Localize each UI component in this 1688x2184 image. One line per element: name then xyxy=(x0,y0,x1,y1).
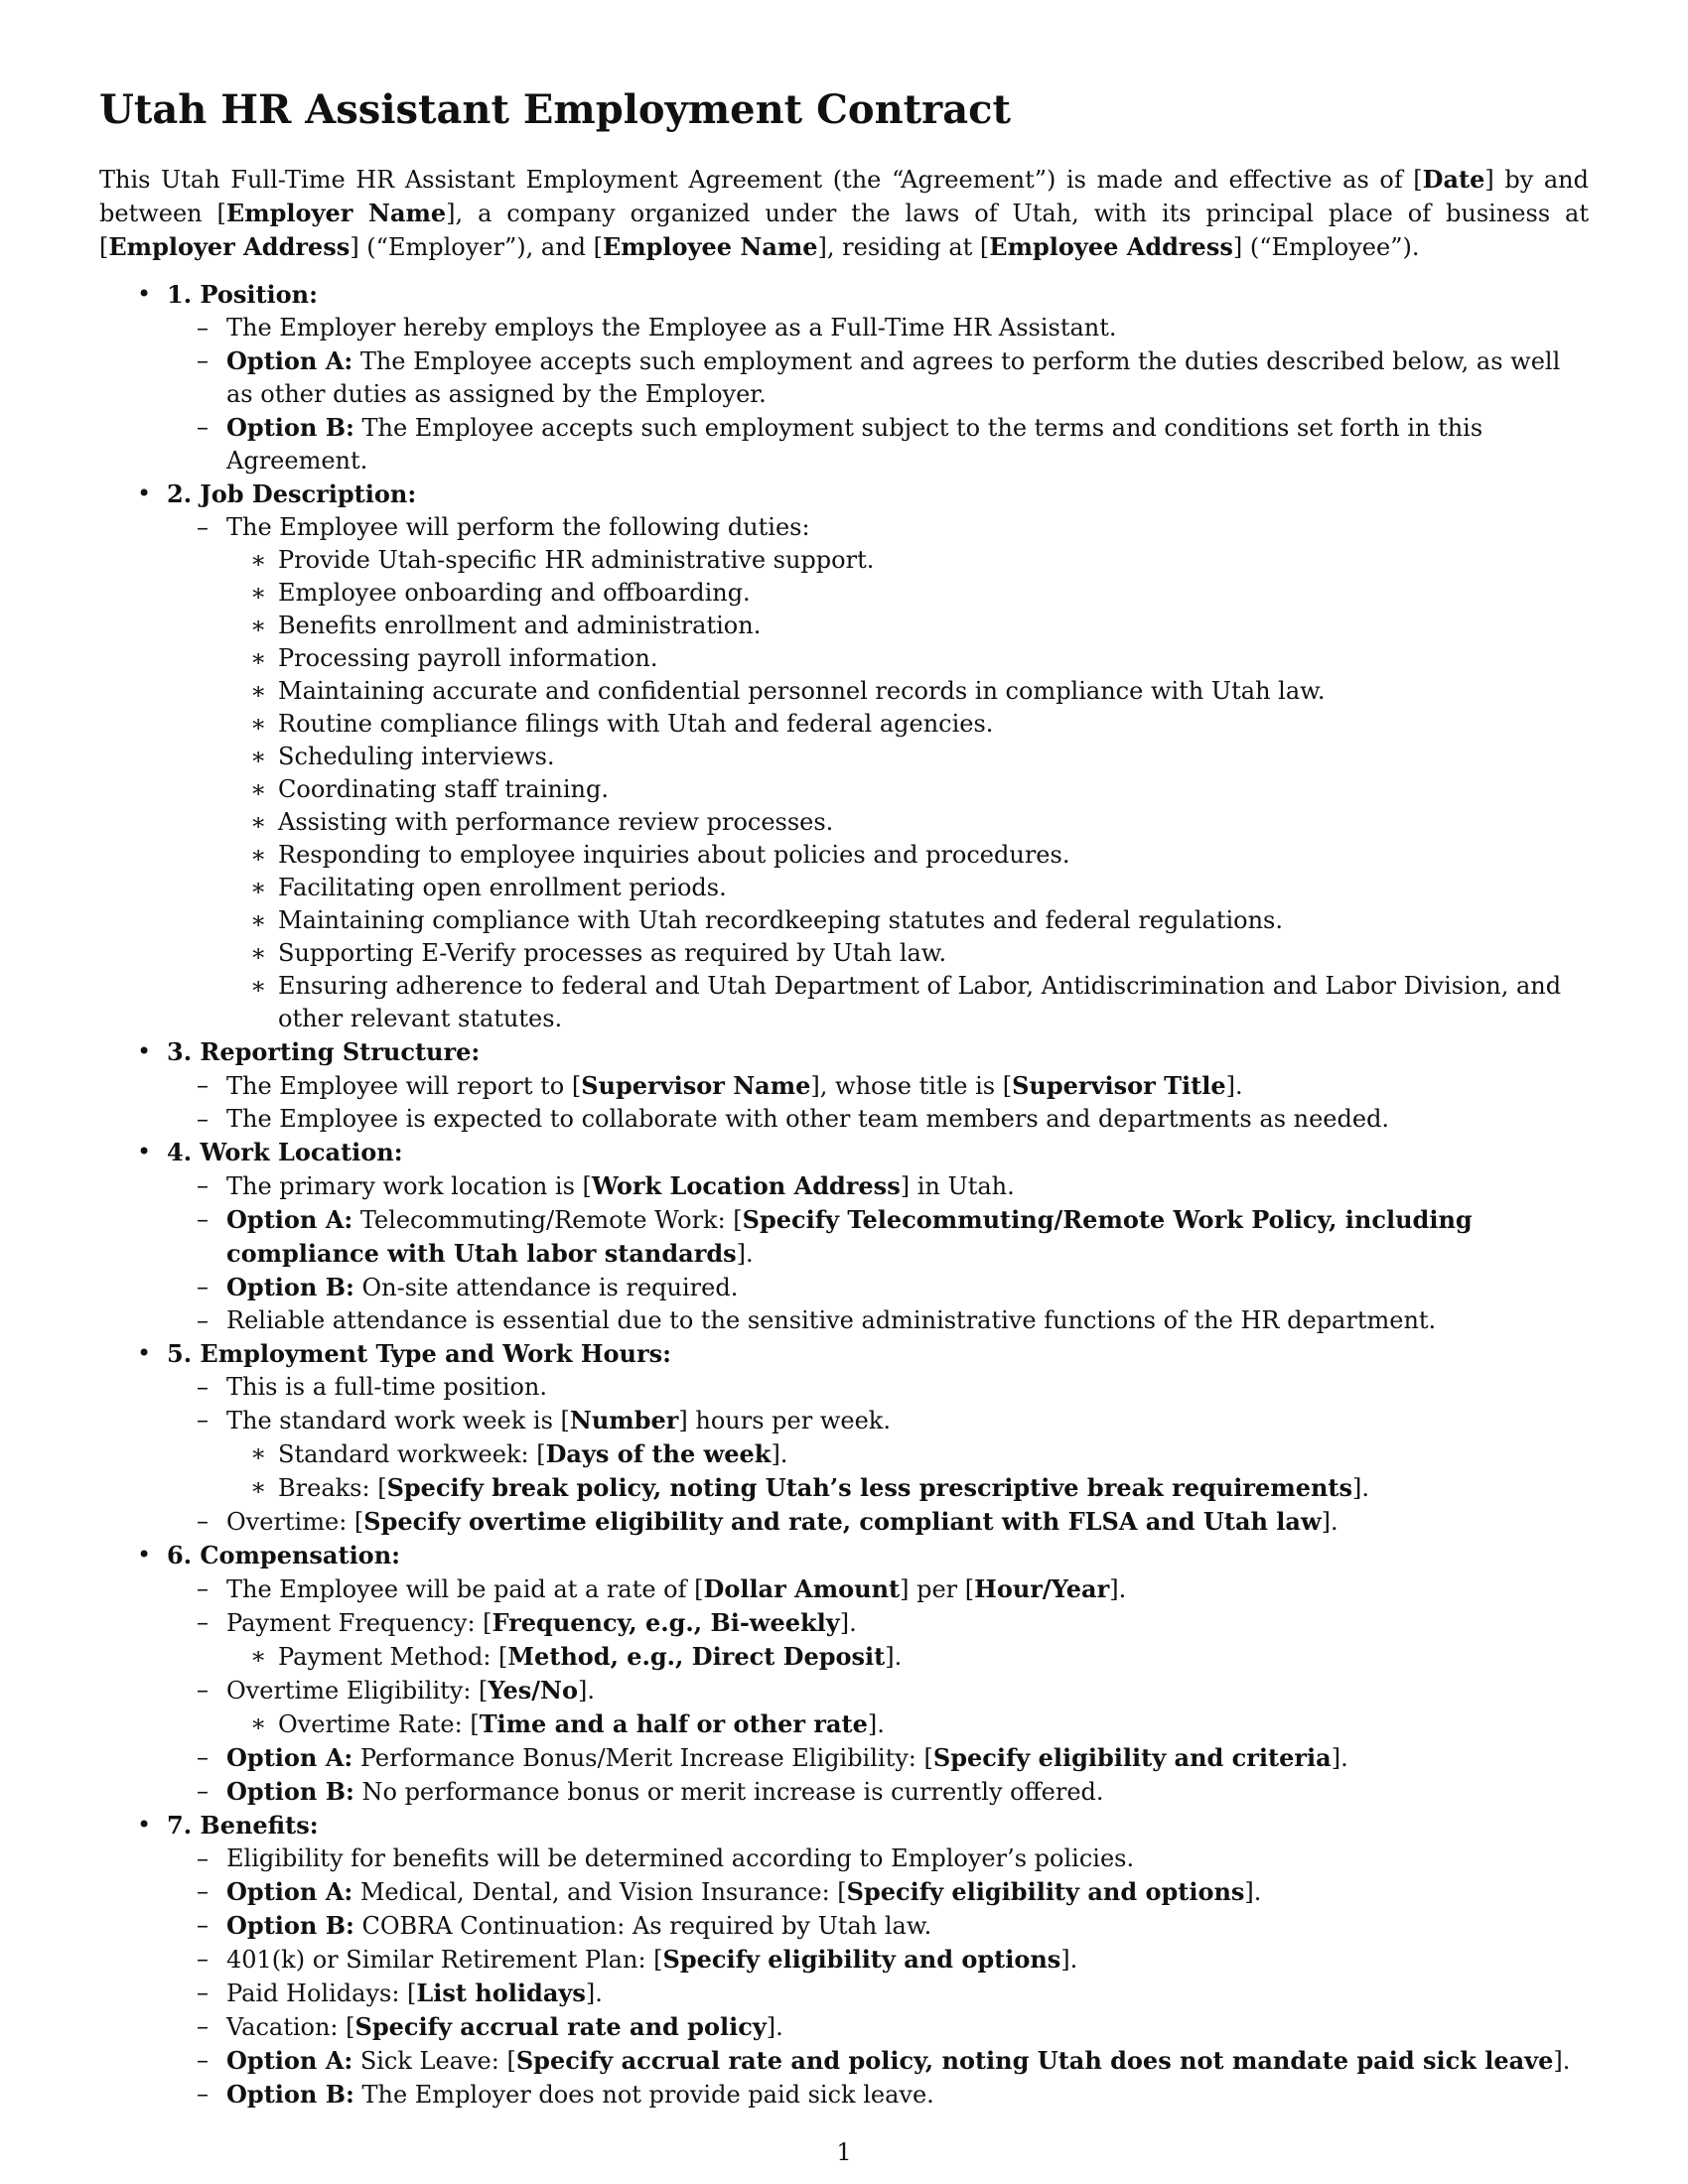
overtime-rate-placeholder: Time and a half or other rate xyxy=(479,1709,868,1738)
duty-item: ∗ Scheduling interviews. xyxy=(226,741,1589,773)
section-position xyxy=(99,278,1589,478)
frequency-placeholder: Frequency, e.g., Bi-weekly xyxy=(492,1608,840,1637)
employer-address-placeholder: Employer Address xyxy=(108,232,351,261)
holidays-placeholder: List holidays xyxy=(416,1979,586,2007)
bonus-criteria-placeholder: Specify eligibility and criteria xyxy=(932,1743,1332,1772)
option-label: Option B: xyxy=(226,413,354,442)
payment-method-placeholder: Method, e.g., Direct Deposit xyxy=(507,1642,886,1671)
list-item: – Option B: On-site attendance is required. xyxy=(167,1271,1589,1304)
duty-item: ∗ Provide Utah-specific HR administrative support. xyxy=(226,544,1589,577)
list-item: – Vacation: [Specify accrual rate and policy]. xyxy=(167,2010,1589,2044)
duty-item: ∗ Assisting with performance review processes. xyxy=(226,806,1589,839)
list-item: – Paid Holidays: [List holidays]. xyxy=(167,1977,1589,2010)
option-label: Option B: xyxy=(226,1273,354,1301)
work-location-placeholder: Work Location Address xyxy=(591,1171,901,1200)
workweek-placeholder: Days of the week xyxy=(545,1439,772,1468)
duty-item: ∗ Maintaining accurate and confidential personnel records in compliance with Utah law. xyxy=(226,675,1589,708)
duty-item: ∗ Employee onboarding and offboarding. xyxy=(226,577,1589,610)
date-placeholder: Date xyxy=(1422,165,1485,194)
duty-item: ∗ Maintaining compliance with Utah recordkeeping statutes and federal regulations. xyxy=(226,904,1589,937)
duties-list xyxy=(226,544,1589,1035)
list-item: – The standard work week is [Number] hours per week. ∗ Standard workweek: [Days of the week]. ∗ Breaks: [Specify break policy, noting Utah’s less prescriptive break requirements]. xyxy=(167,1404,1589,1505)
supervisor-title-placeholder: Supervisor Title xyxy=(1012,1071,1226,1100)
list-item: – Option A: Telecommuting/Remote Work: [Specify Telecommuting/Remote Work Policy, including compliance with Utah labor standards]. xyxy=(167,1203,1589,1271)
list-item: – Option A: Medical, Dental, and Vision Insurance: [Specify eligibility and options]. xyxy=(167,1875,1589,1909)
document-title: Utah HR Assistant Employment Contract xyxy=(99,86,1011,133)
retirement-placeholder: Specify eligibility and options xyxy=(662,1945,1061,1974)
list-item: ∗ Standard workweek: [Days of the week]. xyxy=(226,1437,1589,1471)
duty-item: ∗ Supporting E-Verify processes as required by Utah law. xyxy=(226,937,1589,970)
dollar-placeholder: Dollar Amount xyxy=(703,1574,901,1603)
option-label: Option A: xyxy=(226,2046,353,2075)
section-job-description xyxy=(99,478,1589,1035)
duty-item: ∗ Responding to employee inquiries about policies and procedures. xyxy=(226,839,1589,872)
duty-item: ∗ Processing payroll information. xyxy=(226,642,1589,675)
list-item: – Overtime Eligibility: [Yes/No]. ∗ Overtime Rate: [Time and a half or other rate]. xyxy=(167,1674,1589,1741)
option-label: Option A: xyxy=(226,1877,353,1906)
hours-placeholder: Number xyxy=(569,1406,679,1434)
section-work-location xyxy=(99,1136,1589,1337)
contract-sections xyxy=(99,278,1589,2112)
employer-name-placeholder: Employer Name xyxy=(225,199,447,227)
section-benefits xyxy=(99,1809,1589,2112)
break-policy-placeholder: Specify break policy, noting Utah’s less prescriptive break requirements xyxy=(386,1473,1353,1502)
option-label: Option B: xyxy=(226,1777,354,1806)
list-item: ∗ Breaks: [Specify break policy, noting Utah’s less prescriptive break requirements]. xyxy=(226,1471,1589,1505)
section-compensation xyxy=(99,1539,1589,1809)
list-item: – Option B: The Employer does not provide paid sick leave. xyxy=(167,2078,1589,2112)
list-item: – Option B: The Employee accepts such employment subject to the terms and conditions set forth in this Agreement. xyxy=(167,411,1589,478)
list-item: – Payment Frequency: [Frequency, e.g., Bi-weekly]. ∗ Payment Method: [Method, e.g., Direct Deposit]. xyxy=(167,1606,1589,1674)
page-number: 1 xyxy=(836,2138,852,2166)
supervisor-name-placeholder: Supervisor Name xyxy=(581,1071,811,1100)
list-item: – Option A: Sick Leave: [Specify accrual rate and policy, noting Utah does not mandate paid sick leave]. xyxy=(167,2044,1589,2078)
section-title: 3. Reporting Structure: xyxy=(167,1037,481,1066)
list-item: – This is a full-time position. xyxy=(167,1371,1589,1404)
section-title: 4. Work Location: xyxy=(167,1138,403,1166)
list-item: – Option A: Performance Bonus/Merit Increase Eligibility: [Specify eligibility and criteria]. xyxy=(167,1741,1589,1775)
remote-policy-placeholder: Specify Telecommuting/Remote Work Policy, including compliance with Utah labor standards xyxy=(226,1205,1473,1268)
list-item: – Option B: COBRA Continuation: As required by Utah law. xyxy=(167,1909,1589,1943)
overtime-policy-placeholder: Specify overtime eligibility and rate, compliant with FLSA and Utah law xyxy=(363,1507,1322,1536)
list-item: ∗ Overtime Rate: [Time and a half or other rate]. xyxy=(226,1707,1589,1741)
list-item: – Option A: The Employee accepts such employment and agrees to perform the duties described below, as well as other duties as assigned by the Employer. xyxy=(167,344,1589,411)
duty-item: ∗ Coordinating staff training. xyxy=(226,773,1589,806)
option-label: Option A: xyxy=(226,1743,353,1772)
overtime-eligibility-placeholder: Yes/No xyxy=(488,1676,578,1705)
list-item: – 401(k) or Similar Retirement Plan: [Specify eligibility and options]. xyxy=(167,1943,1589,1977)
section-title: 1. Position: xyxy=(167,280,318,309)
employee-address-placeholder: Employee Address xyxy=(989,232,1233,261)
list-item: – Reliable attendance is essential due to the sensitive administrative functions of the HR department. xyxy=(167,1304,1589,1337)
duty-item: ∗ Benefits enrollment and administration. xyxy=(226,610,1589,642)
list-item: – The Employer hereby employs the Employee as a Full-Time HR Assistant. xyxy=(167,312,1589,344)
section-reporting-structure xyxy=(99,1035,1589,1136)
insurance-placeholder: Specify eligibility and options xyxy=(846,1877,1245,1906)
list-item: – The Employee will be paid at a rate of [Dollar Amount] per [Hour/Year]. xyxy=(167,1572,1589,1606)
list-item: – Option B: No performance bonus or merit increase is currently offered. xyxy=(167,1775,1589,1809)
section-title: 7. Benefits: xyxy=(167,1811,319,1840)
option-label: Option A: xyxy=(226,1205,353,1234)
list-item: – The Employee will perform the following duties: ∗ Provide Utah-specific HR administrative support. ∗ Employee onboarding and offboarding. ∗ Benefits enrollment and administration. ∗ Processing payroll information. ∗ Maintaining accurate and confidential personnel records in compliance with Utah law. ∗ Routine compliance filings with Utah and federal agencies. ∗ Scheduling interviews. ∗ Coordinating staff training. ∗ Assisting with performance review processes. ∗ Responding to employee inquiries about policies and procedures. ∗ Facilitating open enrollment periods. ∗ Maintaining compliance with Utah recordkeeping statutes and federal regulations. ∗ Supporting E-Verify processes as required by Utah law. ∗ Ensuring adherence to federal and Utah Department of Labor, Antidiscrimination and Labor Division, and other relevant statutes. xyxy=(167,511,1589,1035)
vacation-placeholder: Specify accrual rate and policy xyxy=(354,2012,767,2041)
list-item: – Eligibility for benefits will be determined according to Employer’s policies. xyxy=(167,1843,1589,1875)
sick-leave-placeholder: Specify accrual rate and policy, noting Utah does not mandate paid sick leave xyxy=(515,2046,1554,2075)
section-title: 5. Employment Type and Work Hours: xyxy=(167,1339,671,1368)
list-item: – The Employee is expected to collaborate with other team members and departments as needed. xyxy=(167,1103,1589,1136)
duty-item: ∗ Facilitating open enrollment periods. xyxy=(226,872,1589,904)
option-label: Option A: xyxy=(226,346,353,375)
option-label: Option B: xyxy=(226,1911,354,1940)
employee-name-placeholder: Employee Name xyxy=(602,232,818,261)
intro-paragraph: This Utah Full-Time HR Assistant Employment Agreement (the “Agreement”) is made and effective as of [Date] by and between [Employer Name], a company organized under the laws of Utah, with its principal place of business at [Employer Address] (“Employer”), and [Employee Name], residing at [Employee Address] (“Employee”). xyxy=(99,165,1590,261)
list-item: – Overtime: [Specify overtime eligibility and rate, compliant with FLSA and Utah law]. xyxy=(167,1505,1589,1539)
list-item: – The primary work location is [Work Location Address] in Utah. xyxy=(167,1169,1589,1203)
section-title: 6. Compensation: xyxy=(167,1541,400,1570)
duty-item: ∗ Routine compliance filings with Utah and federal agencies. xyxy=(226,708,1589,741)
duty-item: ∗ Ensuring adherence to federal and Utah Department of Labor, Antidiscrimination and Labor Division, and other relevant statutes. xyxy=(226,970,1589,1035)
section-employment-type xyxy=(99,1337,1589,1539)
list-item: – The Employee will report to [Supervisor Name], whose title is [Supervisor Title]. xyxy=(167,1069,1589,1103)
option-label: Option B: xyxy=(226,2080,354,2109)
section-title: 2. Job Description: xyxy=(167,479,417,508)
hour-year-placeholder: Hour/Year xyxy=(974,1574,1110,1603)
list-item: ∗ Payment Method: [Method, e.g., Direct Deposit]. xyxy=(226,1640,1589,1674)
